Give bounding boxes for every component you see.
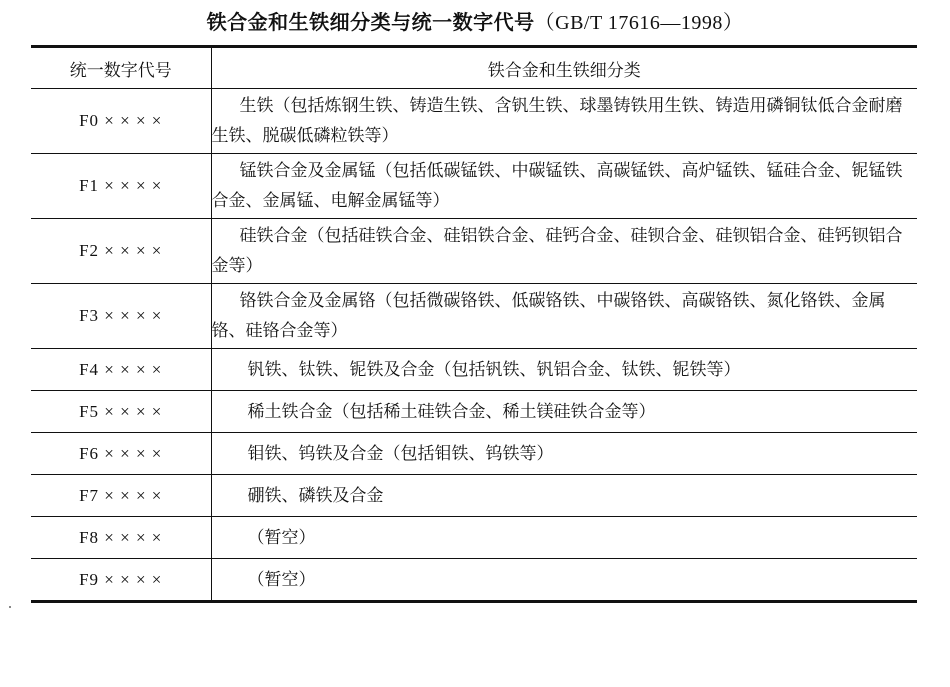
row-code: F6 × × × × [31, 433, 211, 475]
row-description: 硼铁、磷铁及合金 [211, 475, 917, 517]
table-row [31, 559, 917, 602]
row-code: F2 × × × × [31, 219, 211, 284]
row-description: （暂空） [211, 559, 917, 602]
row-description: 生铁（包括炼钢生铁、铸造生铁、含钒生铁、球墨铸铁用生铁、铸造用磷铜钛低合金耐磨生铁、脱碳低磷粒铁等） [211, 89, 917, 154]
table-row [31, 517, 917, 559]
row-code: F5 × × × × [31, 391, 211, 433]
table-row [31, 219, 917, 284]
row-description: 硅铁合金（包括硅铁合金、硅铝铁合金、硅钙合金、硅钡合金、硅钡铝合金、硅钙钡铝合金等） [211, 219, 917, 284]
row-code: F1 × × × × [31, 154, 211, 219]
table-row [31, 391, 917, 433]
row-code: F3 × × × × [31, 284, 211, 349]
table-row [31, 154, 917, 219]
row-code: F7 × × × × [31, 475, 211, 517]
row-code: F8 × × × × [31, 517, 211, 559]
table-row [31, 433, 917, 475]
row-description: （暂空） [211, 517, 917, 559]
row-description: 钼铁、钨铁及合金（包括钼铁、钨铁等） [211, 433, 917, 475]
table-title [0, 6, 950, 35]
table-row [31, 284, 917, 349]
scan-speck [9, 606, 11, 608]
header-category: 铁合金和生铁细分类 [211, 47, 917, 89]
row-code: F4 × × × × [31, 349, 211, 391]
table-header-row [31, 47, 917, 89]
table-row [31, 349, 917, 391]
row-description: 铬铁合金及金属铬（包括微碳铬铁、低碳铬铁、中碳铬铁、高碳铬铁、氮化铬铁、金属铬、硅铬合金等） [211, 284, 917, 349]
row-description: 稀土铁合金（包括稀土硅铁合金、稀土镁硅铁合金等） [211, 391, 917, 433]
table-row [31, 89, 917, 154]
title-standard: （GB/T 17616—1998） [534, 12, 744, 34]
table-row [31, 475, 917, 517]
row-code: F0 × × × × [31, 89, 211, 154]
title-main: 铁合金和生铁细分类与统一数字代号 [206, 10, 535, 34]
header-code: 统一数字代号 [31, 47, 211, 89]
row-description: 锰铁合金及金属锰（包括低碳锰铁、中碳锰铁、高碳锰铁、高炉锰铁、锰硅合金、铌锰铁合金、金属锰、电解金属锰等） [211, 154, 917, 219]
row-description: 钒铁、钛铁、铌铁及合金（包括钒铁、钒铝合金、钛铁、铌铁等） [211, 349, 917, 391]
classification-table [31, 45, 917, 603]
row-code: F9 × × × × [31, 559, 211, 602]
